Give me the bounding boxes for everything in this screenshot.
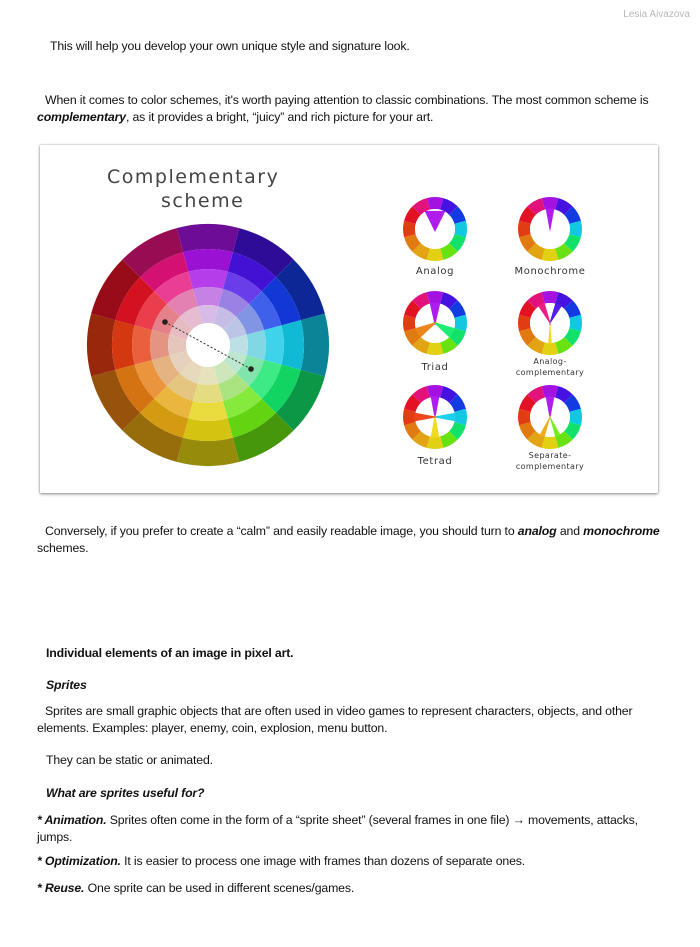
bullet-animation <box>37 812 667 846</box>
useful-heading: What are sprites useful for? <box>46 786 205 800</box>
bullet-term: * Optimization. <box>37 854 121 868</box>
emphasis-complementary: complementary <box>37 110 126 124</box>
bullet-text: jumps. <box>37 830 73 844</box>
wheel-segment <box>281 320 304 370</box>
bullet-text: Sprites often come in the form of a “sprite sheet” (several frames in one file) → movements, attacks, <box>106 813 638 827</box>
paragraph-text: elements. Examples: player, enemy, coin, explosion, menu button. <box>37 721 388 735</box>
paragraph-text: When it comes to color schemes, it's worth paying attention to classic combinations. The most common scheme is <box>45 93 649 107</box>
wheel-segment <box>177 438 240 466</box>
scheme-label-triad: Triad <box>421 362 449 373</box>
emphasis-analog: analog <box>517 524 557 538</box>
paragraph-text: Conversely, if you prefer to create a “calm” and easily readable image, you should turn to <box>45 524 515 538</box>
bullet-reuse <box>37 880 354 897</box>
complementary-dot <box>248 366 254 372</box>
wheel-segment <box>112 320 135 370</box>
scheme-wheel <box>518 197 582 261</box>
scheme-label-tetrad: Tetrad <box>417 456 453 467</box>
color-wheel-illustration <box>40 145 658 493</box>
wheel-segment <box>183 249 233 272</box>
calm-paragraph <box>37 523 667 557</box>
scheme-wheel <box>403 385 467 449</box>
wheel-segment <box>150 330 169 360</box>
scheme-label-analog-complementary-2: complementary <box>515 368 585 377</box>
paragraph-text: and <box>559 524 580 538</box>
scheme-label-analog-complementary: Analog- <box>533 357 567 366</box>
sprites-heading: Sprites <box>46 678 87 692</box>
intro-line: This will help you develop your own unique style and signature look. <box>50 39 410 53</box>
bullet-term: * Reuse. <box>37 881 85 895</box>
bullet-text: One sprite can be used in different scenes/games. <box>84 881 355 895</box>
wheel-segment <box>264 325 284 364</box>
wheel-segment <box>183 418 233 441</box>
wheel-segment <box>87 314 115 377</box>
figure-title-line1: Complementary <box>107 166 280 188</box>
bullet-term: * Animation. <box>37 813 107 827</box>
color-scheme-paragraph <box>37 92 667 126</box>
scheme-label-separate-complementary: Separate- <box>528 451 572 460</box>
bullet-text: It is easier to process one image with frames than dozens of separate ones. <box>120 854 526 868</box>
scheme-label-analog: Analog <box>415 266 455 277</box>
bullet-optimization <box>37 853 525 870</box>
scheme-wheel <box>518 385 582 449</box>
complementary-dot <box>162 319 168 325</box>
paragraph-text: , as it provides a bright, “juicy” and rich picture for your art. <box>125 110 434 124</box>
static-animated-line: They can be static or animated. <box>46 753 213 767</box>
wheel-segment <box>193 287 223 306</box>
paragraph-text: Sprites are small graphic objects that are often used in video games to represent characters, objects, and other <box>45 704 633 718</box>
figure-title-line2: scheme <box>161 190 245 212</box>
wheel-segment <box>193 384 223 403</box>
wheel-segment <box>247 330 266 360</box>
big-color-wheel <box>87 224 329 466</box>
scheme-wheel <box>403 197 467 261</box>
emphasis-monochrome: monochrome <box>583 524 660 538</box>
wheel-segment <box>132 325 152 364</box>
wheel-segment <box>188 269 227 289</box>
scheme-wheel <box>518 291 582 355</box>
sprites-paragraph <box>37 703 667 737</box>
paragraph-text: schemes. <box>37 541 89 555</box>
scheme-wheel <box>403 291 467 355</box>
wheel-segment <box>188 401 227 421</box>
author-name: Lesia Aivazova <box>623 9 690 20</box>
color-wheel-figure <box>40 145 658 493</box>
wheel-segment <box>301 314 329 377</box>
scheme-label-separate-complementary-2: complementary <box>515 462 585 471</box>
scheme-wheels <box>403 197 585 449</box>
section-heading: Individual elements of an image in pixel art. <box>46 646 294 660</box>
scheme-label-monochrome: Monochrome <box>514 266 586 277</box>
wheel-segment <box>177 224 240 252</box>
